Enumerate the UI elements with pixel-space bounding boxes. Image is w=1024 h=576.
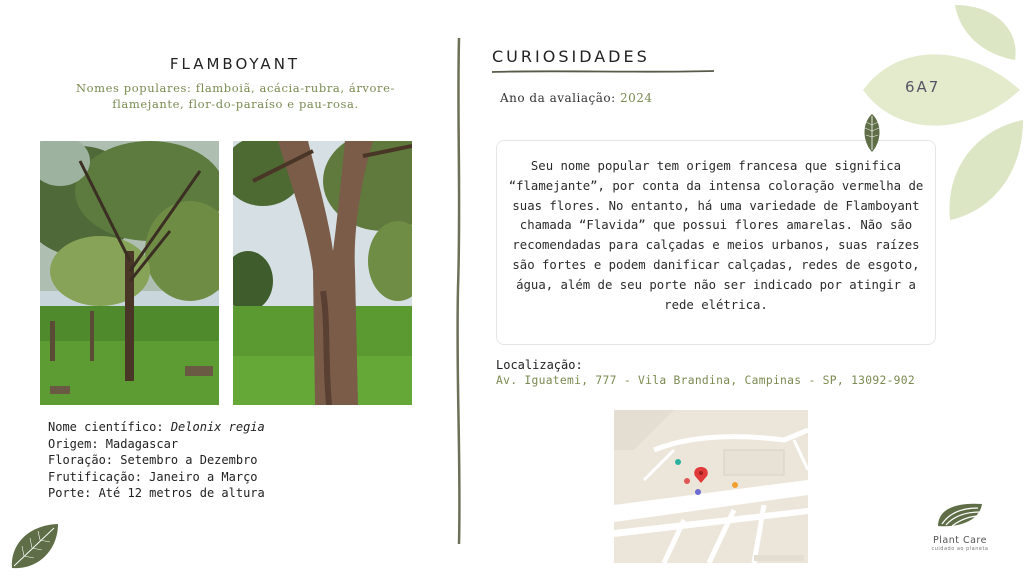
plant-name: FLAMBOYANT: [169, 55, 301, 73]
plant-care-logo-icon: [934, 500, 986, 530]
popular-names: Nomes populares: flamboiã, acácia-rubra, árvore-flamejante, flor-do-paraíso e pau-rosa.: [75, 81, 396, 111]
leaf-icon: [8, 520, 60, 572]
evaluation-year-value: 2024: [619, 91, 653, 105]
leaf-icon: [860, 113, 884, 153]
curiosities-title: CURIOSIDADES: [492, 47, 650, 66]
fact-fruiting: Frutificação: Janeiro a Março: [48, 469, 258, 484]
tree-photo-trunk: [233, 141, 412, 405]
title-underline: [492, 68, 714, 76]
column-divider: [455, 38, 463, 544]
brand-name: Plant Care: [933, 535, 987, 546]
location-address: Av. Iguatemi, 777 - Vila Brandina, Campinas - SP, 13092-902: [496, 374, 915, 387]
location-map[interactable]: [614, 410, 808, 563]
evaluation-year: Ano da avaliação: 2024: [500, 91, 653, 105]
curiosities-text: Seu nome popular tem origem francesa que significa “flamejante”, por conta da intensa coloração vermelha de suas flores. No entanto, há uma variedade de Flamboyant chamada “Flavida” que possui flores amarelas. Não são recomendadas para calçadas e meios urbanos, suas raízes são fortes e podem danificar calçadas, redes de esgoto, água, além de seu porte não ser indicado por atingir a rede elétrica.: [496, 140, 936, 345]
brand-tagline: cuidado ao planeta: [931, 546, 989, 552]
tree-photo-canopy: [40, 141, 219, 405]
map-poi-marker: [732, 482, 738, 488]
map-poi-marker: [695, 489, 701, 495]
map-poi-marker: [684, 478, 690, 484]
location-label: Localização:: [496, 358, 583, 372]
map-poi-marker: [675, 459, 681, 465]
plant-code-badge: 6A7: [905, 78, 941, 96]
plant-facts: [48, 419, 265, 502]
scientific-name-value: Delonix regia: [170, 420, 265, 434]
fact-origin: Origem: Madagascar: [48, 436, 179, 451]
fact-flowering: Floração: Setembro a Dezembro: [48, 453, 258, 467]
plant-care-logo: [920, 500, 1000, 552]
fact-scientific-name: Nome científico: Delonix regia: [48, 420, 265, 434]
fact-size: Porte: Até 12 metros de altura: [48, 486, 265, 500]
